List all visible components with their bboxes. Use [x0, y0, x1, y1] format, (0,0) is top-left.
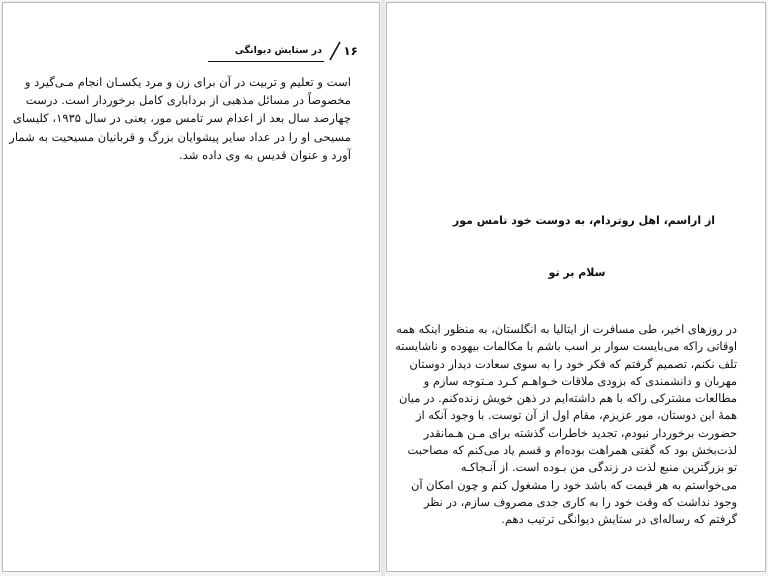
running-title: در ستایش دیوانگی: [234, 45, 322, 56]
header-rule: [208, 61, 324, 62]
text-line: مطالعات مشترکی راکه با هم داشته‌ایم در ذهن خویش زنده‌کنم. در میان: [398, 391, 737, 406]
text-line: همهٔ این دوستان، مور عزیزم، مقام اول از آن توست. با وجود آنکه از: [415, 408, 737, 423]
text-line: آورد و عنوان قدیس به وی داده شد.: [179, 147, 351, 162]
text-line: تو بزرگترین منبع لذت در زندگی من بـوده است. از آنـجاکـه: [460, 460, 737, 475]
text-line: اوقاتی راکه می‌بایست سوار بر اسب باشم با مکالمات بیهوده و ناشایسته: [395, 339, 737, 354]
running-header: [208, 43, 358, 65]
text-line: در روزهای اخیر، طی مسافرت از ایتالیا به انگلستان، به منظور اینکه همه: [396, 322, 737, 336]
text-line: لذت‌بخش بود که گفتی همراهت بوده‌ام و قسم یاد می‌کنم که مصاحبت: [407, 443, 737, 458]
right-page-paragraph: [395, 321, 737, 529]
text-line: وجود نداشت که وقت خود را به کاری جدی مصروف سازم، در نظر: [423, 494, 737, 509]
text-line: حضورت برخوردار نبودم، تجدید خاطرات گذشته برای مـن هـمانقدر: [423, 425, 737, 440]
text-line: می‌خواستم به هر قیمت که باشد خود را مشغول کنم و چون امکان آن: [411, 477, 737, 492]
text-line: تلف نکنم، تصمیم گرفتم که فکر خود را به سوی سعادت دیدار دوستان: [409, 356, 737, 371]
text-line: مسیحی او را در عداد سایر پیشوایان بزرگ و قربانیان مسیحیت به شمار: [9, 129, 351, 144]
salutation: سلام بر تو: [548, 266, 606, 279]
left-page-paragraph: [9, 73, 351, 164]
page-number: ۱۶: [343, 44, 358, 58]
text-line: چهارصد سال بعد از اعدام سر تامس مور، یعنی در سال ۱۹۳۵، کلیسای: [12, 111, 351, 126]
text-line: مخصوصاً در مسائل مذهبی از برداباری کامل برخوردار است. درست: [25, 93, 351, 108]
text-line: است و تعلیم و تربیت در آن برای زن و مرد یکسـان انجام مـی‌گیرد و: [24, 75, 351, 89]
text-line: مهربان و دانشمندی که بزودی ملاقات خـواهـم کـرد مـتوجه سازم و: [423, 373, 737, 388]
left-page: [2, 2, 380, 572]
right-page: [386, 2, 766, 572]
text-line: گرفتم که رساله‌ای در ستایش دیوانگی ترتیب دهم.: [501, 512, 737, 527]
header-slash-ornament: [328, 41, 342, 61]
page-gutter: [381, 0, 385, 576]
letter-heading: از اراسم، اهل روتردام، به دوست خود تامس مور: [452, 214, 716, 227]
